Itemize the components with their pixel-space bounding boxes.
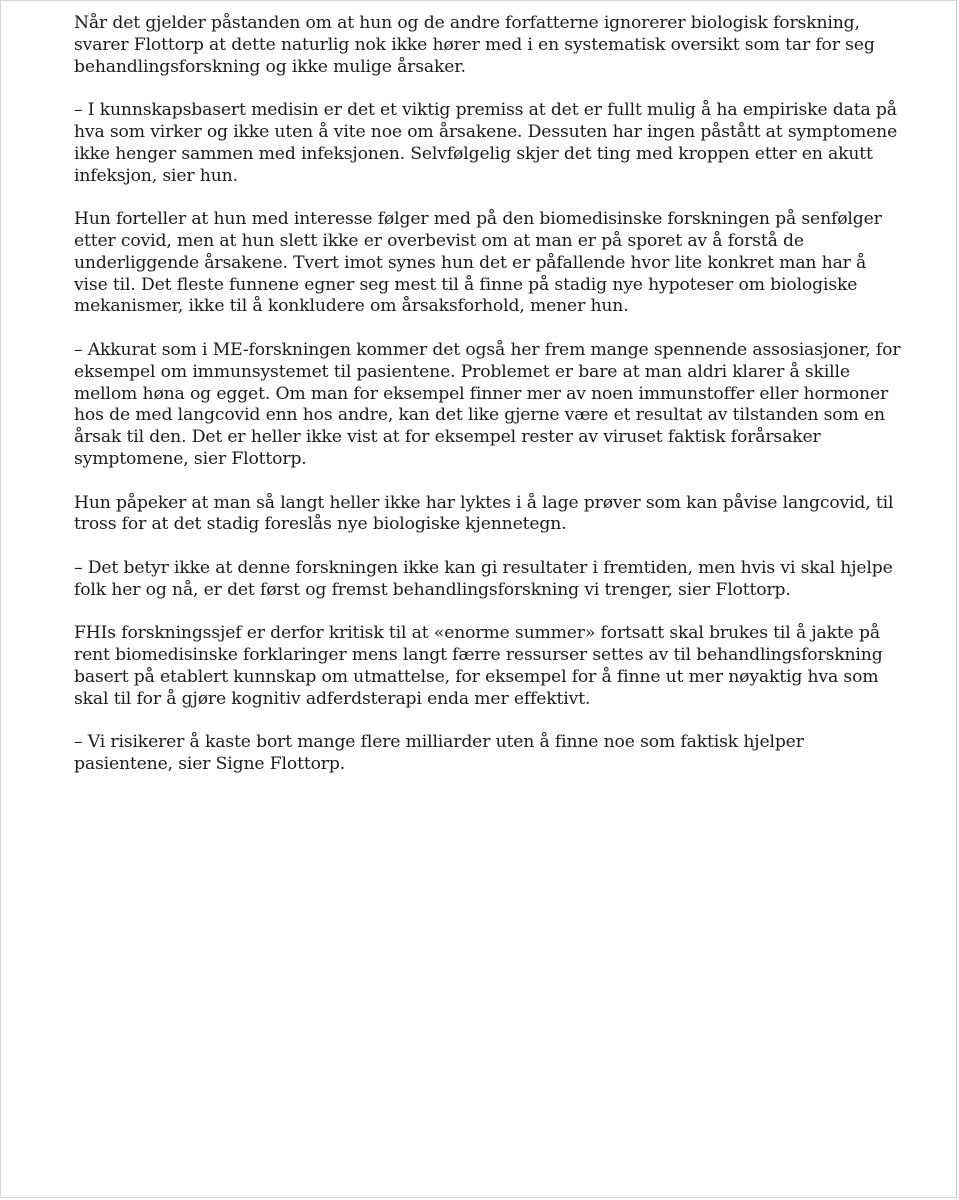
paragraph: – Vi risikerer å kaste bort mange flere milliarder uten å finne noe som faktisk hjelper pasientene, sier Signe Flottorp. bbox=[74, 732, 804, 775]
paragraph: – I kunnskapsbasert medisin er det et viktig premiss at det er fullt mulig å ha empiriske data på hva som virker og ikke uten å vite noe om årsakene. Dessuten har ingen påstått at symptomene ikke henger sammen med infeksjonen. Selvfølgelig skjer det ting med kroppen etter en akutt infeksjon, sier hun. bbox=[74, 100, 898, 186]
paragraph: Hun påpeker at man så langt heller ikke har lyktes i å lage prøver som kan påvise langcovid, til tross for at det stadig foreslås nye biologiske kjennetegn. bbox=[74, 492, 894, 535]
paragraph: Når det gjelder påstanden om at hun og de andre forfatterne ignorerer biologisk forskning, svarer Flottorp at dette naturlig nok ikke hører med i en systematisk oversikt som tar for seg behandlingsforskning og ikke mulige årsaker. bbox=[74, 13, 875, 77]
paragraph: FHIs forskningssjef er derfor kritisk til at «enorme summer» fortsatt skal brukes til å jakte på rent biomedisinske forklaringer mens langt færre ressurser settes av til behandlingsforskning basert på etablert kunnskap om utmattelse, for eksempel for å finne ut mer nøyaktig hva som skal til for å gjøre kognitiv adferdsterapi enda mer effektivt. bbox=[74, 623, 883, 709]
paragraph: – Akkurat som i ME-forskningen kommer det også her frem mange spennende assosiasjoner, for eksempel om immunsystemet til pasientene. Problemet er bare at man aldri klarer å skille mellom høna og egget. Om man for eksempel finner mer av noen immunstoffer eller hormoner hos de med langcovid enn hos andre, kan det like gjerne være et resultat av tilstanden som en årsak til den. Det er heller ikke vist at for eksempel rester av viruset faktisk forårsaker symptomene, sier Flottorp. bbox=[74, 339, 901, 469]
paragraph: – Det betyr ikke at denne forskningen ikke kan gi resultater i fremtiden, men hvis vi skal hjelpe folk her og nå, er det først og fremst behandlingsforskning vi trenger, sier Flottorp. bbox=[74, 557, 893, 600]
article-body bbox=[74, 13, 904, 798]
paragraph: Hun forteller at hun med interesse følger med på den biomedisinske forskningen på senfølger etter covid, men at hun slett ikke er overbevist om at man er på sporet av å forstå de underliggende årsakene. Tvert imot synes hun det er påfallende hvor lite konkret man har å vise til. Det fleste funnene egner seg mest til å finne på stadig nye hypoteser om biologiske mekanismer, ikke til å konkludere om årsaksforhold, mener hun. bbox=[74, 209, 882, 317]
